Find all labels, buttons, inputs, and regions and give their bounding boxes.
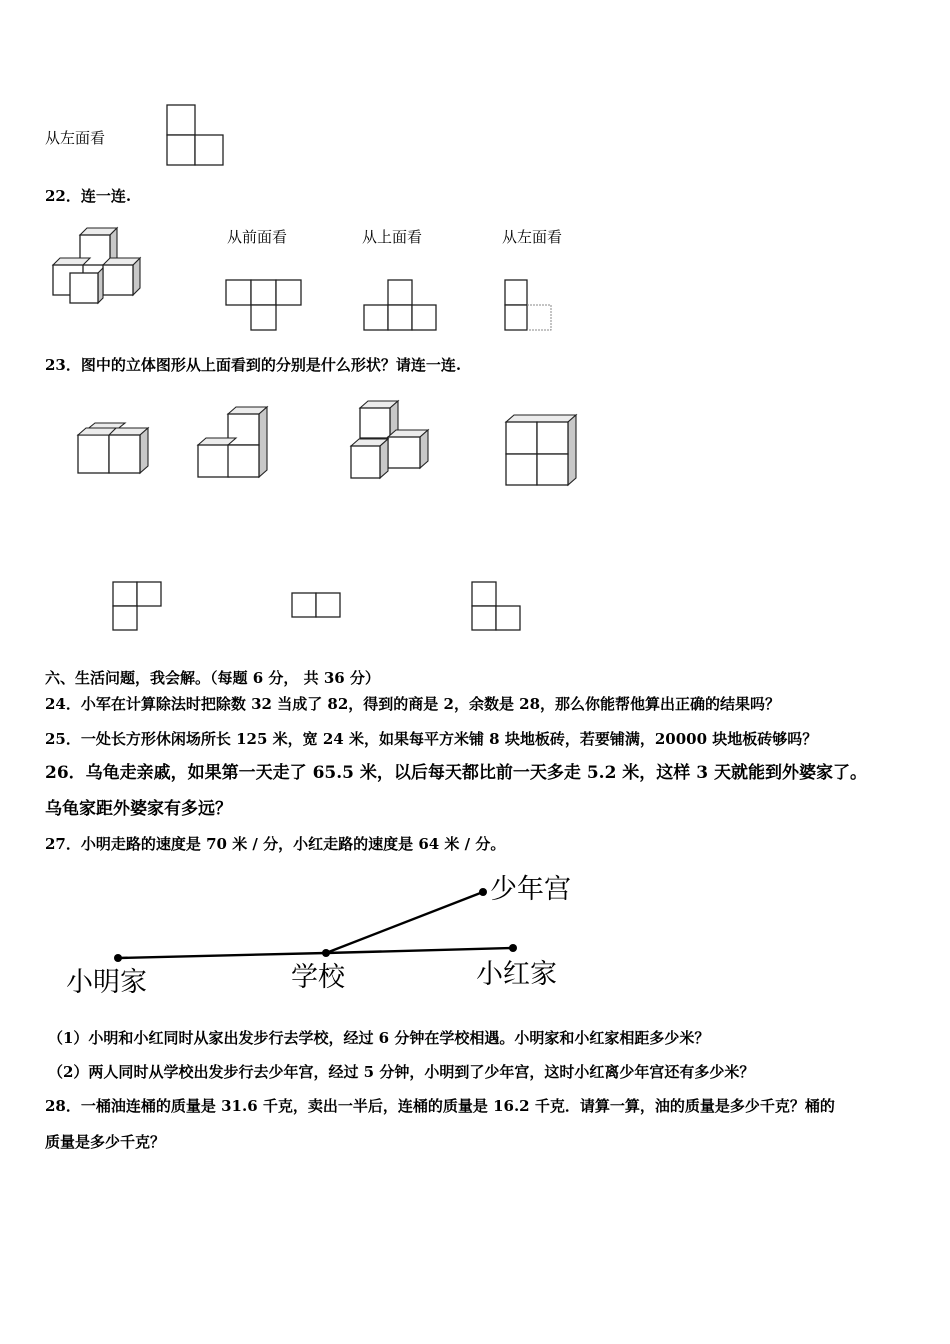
xiaohong-home-point bbox=[509, 944, 517, 952]
xiaohong-home-label: 小红家 bbox=[476, 959, 557, 990]
q21-left-view-figure bbox=[160, 100, 230, 170]
q22-left-view-shape bbox=[503, 278, 558, 333]
q23-solid-figure-4 bbox=[503, 412, 583, 492]
q28-line2: 质量是多少千克？ bbox=[45, 1133, 166, 1151]
section6-title: 六、生活问题，我会解。（每题 6 分， 共 36 分） bbox=[45, 669, 380, 687]
q23-top-view-option-1 bbox=[110, 579, 165, 634]
q21-label: 从左面看 bbox=[45, 129, 106, 147]
q22-title: 22．连一连. bbox=[45, 187, 132, 205]
q27-sub2: （2）两人同时从学校出发步行去少年宫，经过 5 分钟，小明到了少年宫，这时小红离少年宫还有多少米？ bbox=[48, 1063, 755, 1081]
q23-solid-figure-1 bbox=[75, 420, 155, 480]
youth-palace-label: 少年宫 bbox=[490, 874, 571, 905]
school-point bbox=[322, 949, 330, 957]
q25-text: 25．一处长方形休闲场所长 125 米，宽 24 米，如果每平方米铺 8 块地板砖，若要铺满，20000 块地板砖够吗？ bbox=[45, 730, 818, 748]
q22-view-top: 从上面看 bbox=[362, 228, 423, 246]
q23-solid-figure-2 bbox=[195, 402, 275, 482]
q22-view-front: 从前面看 bbox=[227, 228, 288, 246]
q24-text: 24．小军在计算除法时把除数 32 当成了 82，得到的商是 2，余数是 28，那么你能帮他算出正确的结果吗？ bbox=[45, 695, 781, 713]
xiaoming-home-label: 小明家 bbox=[66, 967, 147, 998]
q23-top-view-option-2 bbox=[289, 590, 344, 622]
q27-sub1: （1）小明和小红同时从家出发步行去学校，经过 6 分钟在学校相遇。小明家和小红家相距多少米？ bbox=[48, 1029, 710, 1047]
q27-text: 27．小明走路的速度是 70 米 / 分，小红走路的速度是 64 米 / 分。 bbox=[45, 835, 506, 853]
q26-line2: 乌龟家距外婆家有多远？ bbox=[45, 799, 232, 819]
q22-front-view-shape bbox=[224, 278, 304, 333]
q23-solid-figure-3 bbox=[348, 398, 438, 483]
q23-top-view-option-3 bbox=[469, 579, 524, 634]
q26-line1: 26．乌龟走亲戚，如果第一天走了 65.5 米，以后每天都比前一天多走 5.2 米，这样 3 天就能到外婆家了。 bbox=[45, 763, 867, 783]
q22-top-view-shape bbox=[362, 278, 442, 333]
q28-line1: 28．一桶油连桶的质量是 31.6 千克，卖出一半后，连桶的质量是 16.2 千克．请算一算，油的质量是多少千克？桶的 bbox=[45, 1097, 835, 1115]
xiaoming-home-point bbox=[114, 954, 122, 962]
q23-title: 23．图中的立体图形从上面看到的分别是什么形状？请连一连. bbox=[45, 356, 462, 374]
q27-route-map bbox=[48, 868, 593, 998]
q22-solid-figure bbox=[50, 225, 155, 310]
school-label: 学校 bbox=[291, 962, 345, 993]
q22-view-left: 从左面看 bbox=[502, 228, 563, 246]
youth-palace-point bbox=[479, 888, 487, 896]
